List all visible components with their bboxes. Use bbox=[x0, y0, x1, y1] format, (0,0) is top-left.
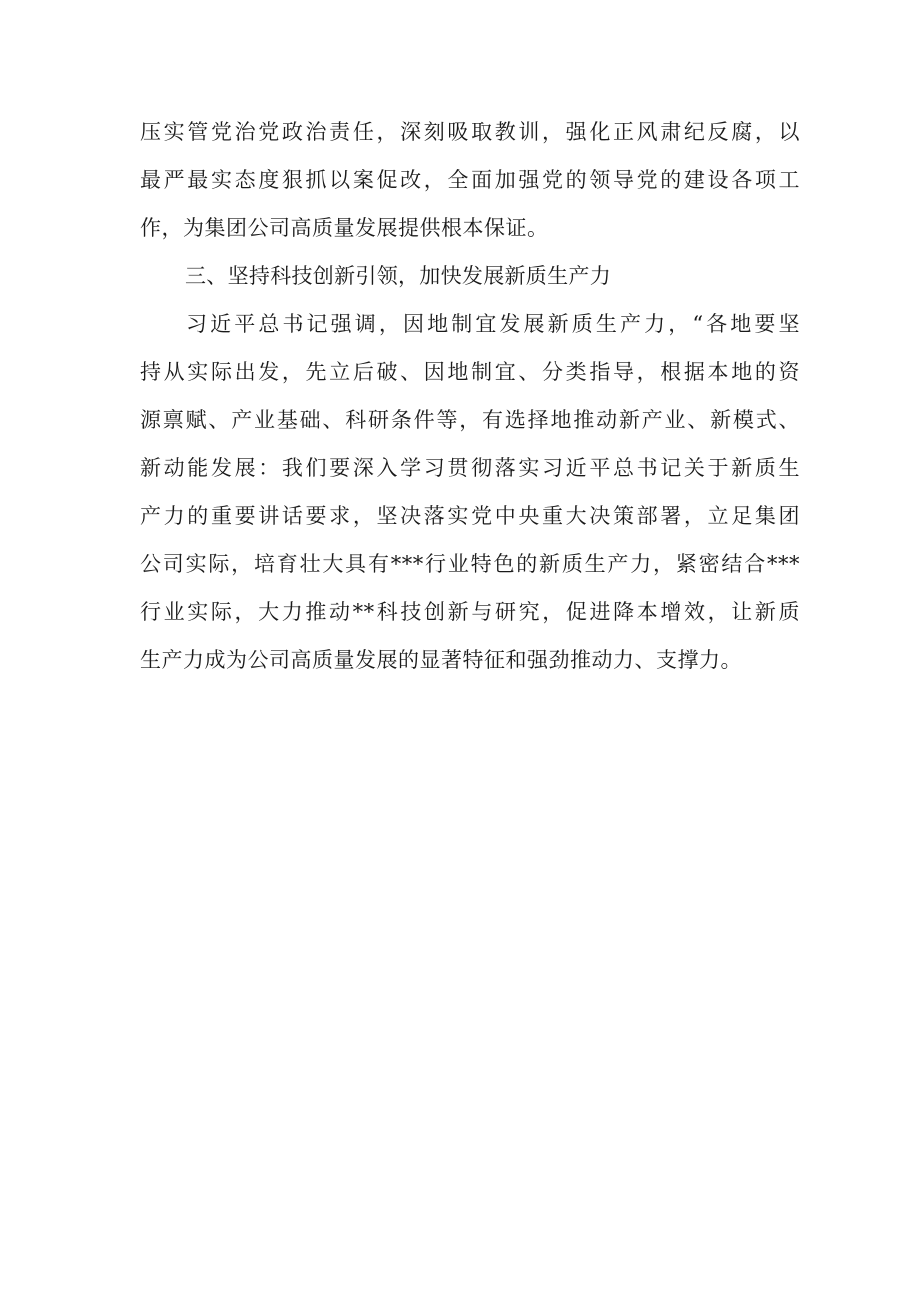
paragraph-2-line-3: 源禀赋、产业基础、科研条件等，有选择地推动新产业、新模式、 bbox=[140, 408, 800, 432]
paragraph-2 bbox=[140, 300, 800, 684]
paragraph-2-line-6: 公司实际，培育壮大具有***行业特色的新质生产力，紧密结合*** bbox=[140, 552, 800, 576]
paragraph-2-line-4: 新动能发展：我们要深入学习贯彻落实习近平总书记关于新质生 bbox=[140, 456, 800, 480]
paragraph-2-line-8: 生产力成为公司高质量发展的显著特征和强劲推动力、支撑力。 bbox=[140, 648, 742, 672]
paragraph-2-line-2: 持从实际出发，先立后破、因地制宜、分类指导，根据本地的资 bbox=[140, 360, 800, 384]
section-heading: 三、坚持科技创新引领，加快发展新质生产力 bbox=[185, 264, 611, 288]
paragraph-1-line-3: 作，为集团公司高质量发展提供根本保证。 bbox=[140, 216, 549, 240]
paragraph-1 bbox=[140, 108, 800, 252]
paragraph-2-line-7: 行业实际，大力推动**科技创新与研究，促进降本增效，让新质 bbox=[140, 600, 800, 624]
document-body bbox=[140, 108, 800, 684]
paragraph-1-line-1: 压实管党治党政治责任，深刻吸取教训，强化正风肃纪反腐，以 bbox=[140, 120, 800, 144]
paragraph-1-line-2: 最严最实态度狠抓以案促改，全面加强党的领导党的建设各项工 bbox=[140, 168, 800, 192]
paragraph-2-line-1: 习近平总书记强调，因地制宜发展新质生产力，“各地要坚 bbox=[186, 312, 800, 336]
paragraph-2-line-5: 产力的重要讲话要求，坚决落实党中央重大决策部署，立足集团 bbox=[140, 504, 800, 528]
